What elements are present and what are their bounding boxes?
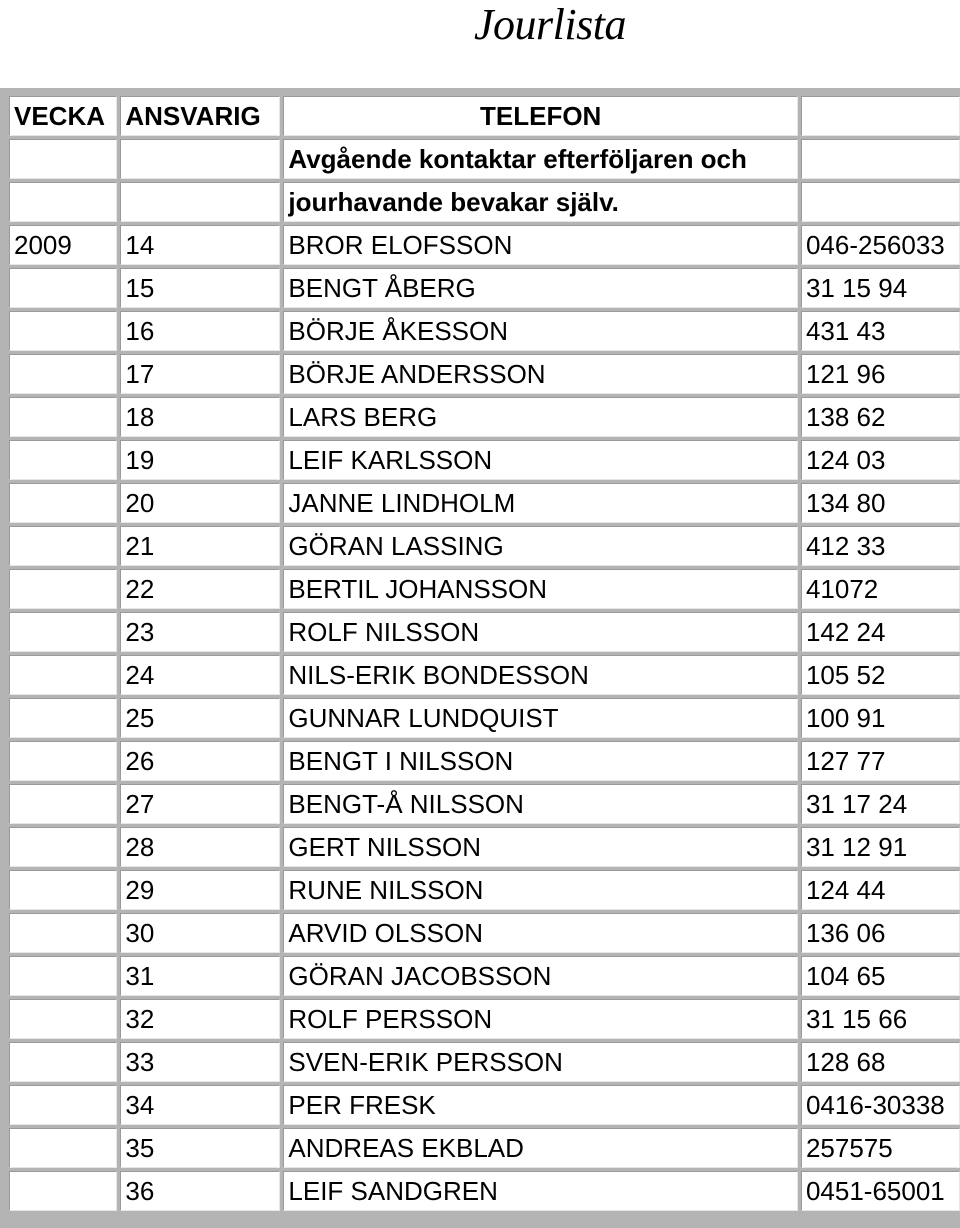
name-cell: ROLF NILSSON bbox=[283, 612, 798, 652]
table-row bbox=[9, 698, 960, 738]
week-cell: 17 bbox=[120, 354, 280, 394]
note-row bbox=[9, 182, 960, 222]
phone-cell: 046-256033 bbox=[801, 225, 960, 265]
table-row bbox=[9, 1042, 960, 1082]
phone-cell: 257575 bbox=[801, 1128, 960, 1168]
empty-cell bbox=[9, 440, 117, 480]
table-row bbox=[9, 397, 960, 437]
phone-cell: 31 15 66 bbox=[801, 999, 960, 1039]
phone-cell: 124 44 bbox=[801, 870, 960, 910]
empty-cell bbox=[9, 999, 117, 1039]
phone-cell: 412 33 bbox=[801, 526, 960, 566]
phone-cell: 31 12 91 bbox=[801, 827, 960, 867]
phone-cell: 138 62 bbox=[801, 397, 960, 437]
name-cell: BERTIL JOHANSSON bbox=[283, 569, 798, 609]
phone-cell: 0451-65001 bbox=[801, 1171, 960, 1211]
table-row bbox=[9, 311, 960, 351]
phone-cell: 431 43 bbox=[801, 311, 960, 351]
phone-cell: 31 15 94 bbox=[801, 268, 960, 308]
week-cell: 26 bbox=[120, 741, 280, 781]
table-row bbox=[9, 999, 960, 1039]
week-cell: 36 bbox=[120, 1171, 280, 1211]
note-row bbox=[9, 139, 960, 179]
week-cell: 23 bbox=[120, 612, 280, 652]
table-row bbox=[9, 870, 960, 910]
empty-cell bbox=[9, 655, 117, 695]
phone-cell: 121 96 bbox=[801, 354, 960, 394]
empty-cell bbox=[9, 311, 117, 351]
phone-cell: 128 68 bbox=[801, 1042, 960, 1082]
week-cell: 28 bbox=[120, 827, 280, 867]
empty-cell bbox=[9, 827, 117, 867]
empty-cell bbox=[9, 612, 117, 652]
week-cell: 33 bbox=[120, 1042, 280, 1082]
name-cell: JANNE LINDHOLM bbox=[283, 483, 798, 523]
name-cell: PER FRESK bbox=[283, 1085, 798, 1125]
note-line-1: Avgående kontaktar efterföljaren och bbox=[283, 139, 798, 179]
empty-cell bbox=[9, 397, 117, 437]
phone-cell: 134 80 bbox=[801, 483, 960, 523]
header-row bbox=[9, 96, 960, 136]
name-cell: ROLF PERSSON bbox=[283, 999, 798, 1039]
name-cell: SVEN-ERIK PERSSON bbox=[283, 1042, 798, 1082]
empty-cell bbox=[9, 526, 117, 566]
year-cell: 2009 bbox=[9, 225, 117, 265]
empty-cell bbox=[9, 1042, 117, 1082]
table-row bbox=[9, 483, 960, 523]
table-row bbox=[9, 1085, 960, 1125]
table-row bbox=[9, 526, 960, 566]
name-cell: BÖRJE ÅKESSON bbox=[283, 311, 798, 351]
empty-cell bbox=[9, 1085, 117, 1125]
name-cell: LEIF KARLSSON bbox=[283, 440, 798, 480]
phone-cell: 0416-30338 bbox=[801, 1085, 960, 1125]
empty-cell bbox=[801, 139, 960, 179]
week-cell: 29 bbox=[120, 870, 280, 910]
jour-table bbox=[6, 93, 960, 1214]
phone-cell: 124 03 bbox=[801, 440, 960, 480]
name-cell: BÖRJE ANDERSSON bbox=[283, 354, 798, 394]
name-cell: BROR ELOFSSON bbox=[283, 225, 798, 265]
week-cell: 25 bbox=[120, 698, 280, 738]
empty-cell bbox=[9, 1128, 117, 1168]
empty-cell bbox=[9, 870, 117, 910]
week-cell: 22 bbox=[120, 569, 280, 609]
phone-cell: 105 52 bbox=[801, 655, 960, 695]
empty-cell bbox=[801, 182, 960, 222]
header-empty-cell bbox=[801, 96, 960, 136]
name-cell: GÖRAN LASSING bbox=[283, 526, 798, 566]
week-cell: 16 bbox=[120, 311, 280, 351]
empty-cell bbox=[9, 784, 117, 824]
page-title: Jourlista bbox=[474, 0, 626, 49]
jour-table-container bbox=[0, 88, 960, 1228]
week-cell: 34 bbox=[120, 1085, 280, 1125]
table-row bbox=[9, 913, 960, 953]
name-cell: ANDREAS EKBLAD bbox=[283, 1128, 798, 1168]
empty-cell bbox=[9, 354, 117, 394]
week-cell: 19 bbox=[120, 440, 280, 480]
name-cell: GERT NILSSON bbox=[283, 827, 798, 867]
header-telefon: TELEFON bbox=[283, 96, 798, 136]
table-row bbox=[9, 225, 960, 265]
phone-cell: 41072 bbox=[801, 569, 960, 609]
table-row bbox=[9, 956, 960, 996]
name-cell: BENGT I NILSSON bbox=[283, 741, 798, 781]
name-cell: LARS BERG bbox=[283, 397, 798, 437]
phone-cell: 104 65 bbox=[801, 956, 960, 996]
header-vecka: VECKA bbox=[9, 96, 117, 136]
week-cell: 15 bbox=[120, 268, 280, 308]
name-cell: BENGT ÅBERG bbox=[283, 268, 798, 308]
empty-cell bbox=[9, 268, 117, 308]
empty-cell bbox=[9, 139, 117, 179]
table-row bbox=[9, 440, 960, 480]
week-cell: 24 bbox=[120, 655, 280, 695]
table-row bbox=[9, 569, 960, 609]
week-cell: 27 bbox=[120, 784, 280, 824]
phone-cell: 31 17 24 bbox=[801, 784, 960, 824]
table-row bbox=[9, 1171, 960, 1211]
empty-cell bbox=[9, 182, 117, 222]
phone-cell: 142 24 bbox=[801, 612, 960, 652]
table-row bbox=[9, 827, 960, 867]
table-row bbox=[9, 612, 960, 652]
header-ansvarig: ANSVARIG bbox=[120, 96, 280, 136]
phone-cell: 127 77 bbox=[801, 741, 960, 781]
empty-cell bbox=[9, 698, 117, 738]
name-cell: NILS-ERIK BONDESSON bbox=[283, 655, 798, 695]
week-cell: 14 bbox=[120, 225, 280, 265]
phone-cell: 136 06 bbox=[801, 913, 960, 953]
empty-cell bbox=[9, 1171, 117, 1211]
table-row bbox=[9, 1128, 960, 1168]
name-cell: GUNNAR LUNDQUIST bbox=[283, 698, 798, 738]
week-cell: 30 bbox=[120, 913, 280, 953]
name-cell: RUNE NILSSON bbox=[283, 870, 798, 910]
phone-cell: 100 91 bbox=[801, 698, 960, 738]
week-cell: 21 bbox=[120, 526, 280, 566]
empty-cell bbox=[120, 182, 280, 222]
empty-cell bbox=[9, 956, 117, 996]
name-cell: GÖRAN JACOBSSON bbox=[283, 956, 798, 996]
table-row bbox=[9, 784, 960, 824]
empty-cell bbox=[120, 139, 280, 179]
name-cell: LEIF SANDGREN bbox=[283, 1171, 798, 1211]
note-line-2: jourhavande bevakar själv. bbox=[283, 182, 798, 222]
week-cell: 31 bbox=[120, 956, 280, 996]
table-row bbox=[9, 741, 960, 781]
empty-cell bbox=[9, 913, 117, 953]
week-cell: 32 bbox=[120, 999, 280, 1039]
table-row bbox=[9, 268, 960, 308]
week-cell: 18 bbox=[120, 397, 280, 437]
empty-cell bbox=[9, 741, 117, 781]
table-row bbox=[9, 354, 960, 394]
empty-cell bbox=[9, 569, 117, 609]
name-cell: BENGT-Å NILSSON bbox=[283, 784, 798, 824]
name-cell: ARVID OLSSON bbox=[283, 913, 798, 953]
week-cell: 20 bbox=[120, 483, 280, 523]
week-cell: 35 bbox=[120, 1128, 280, 1168]
table-row bbox=[9, 655, 960, 695]
empty-cell bbox=[9, 483, 117, 523]
